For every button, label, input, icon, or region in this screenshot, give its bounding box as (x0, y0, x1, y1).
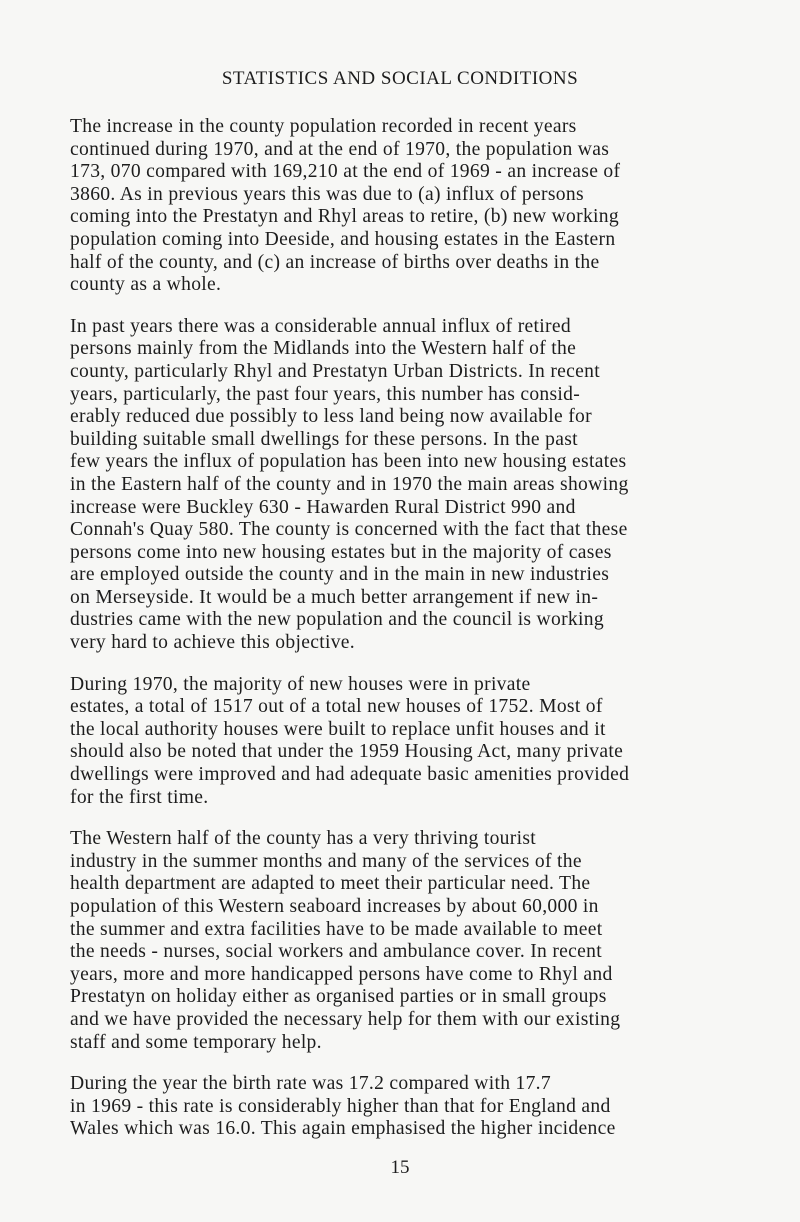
paragraph-tourist-industry (70, 828, 750, 1054)
text-line: population of this Western seaboard increases by about 60,000 in (70, 896, 599, 917)
paragraph-population-increase (70, 116, 750, 297)
text-line: staff and some temporary help. (70, 1031, 322, 1053)
text-line: increase were Buckley 630 - Hawarden Rural District 990 and (70, 496, 576, 518)
text-line: and we have provided the necessary help for them with our existing (70, 1008, 621, 1030)
text-line: the summer and extra facilities have to be made available to meet (70, 918, 603, 940)
text-line: health department are adapted to meet their particular need. The (70, 873, 591, 895)
paragraph-influx-retired (70, 316, 750, 655)
text-line: very hard to achieve this objective. (70, 632, 356, 654)
text-line: continued during 1970, and at the end of 1970, the population was (70, 138, 610, 160)
text-line: county, particularly Rhyl and Prestatyn Urban Districts. In recent (70, 360, 601, 382)
paragraph-new-houses (70, 674, 750, 810)
text-line: few years the influx of population has been into new housing estates (70, 451, 627, 473)
text-line: in 1969 - this rate is considerably higher than that for England and (70, 1095, 611, 1117)
text-line: coming into the Prestatyn and Rhyl areas to retire, (b) new working (70, 206, 619, 228)
text-line: The Western half of the county has a very thriving tourist (70, 828, 536, 850)
text-line: dustries came with the new population and the council is working (70, 609, 604, 631)
text-line: estates, a total of 1517 out of a total new houses of 1752. Most of (70, 696, 603, 718)
text-line: During the year the birth rate was 17.2 compared with 17.7 (70, 1073, 551, 1095)
text-line: the local authority houses were built to replace unfit houses and it (70, 718, 606, 740)
page-heading: STATISTICS AND SOCIAL CONDITIONS (221, 68, 579, 89)
body-text (70, 116, 750, 1160)
text-line: should also be noted that under the 1959 Housing Act, many private (70, 741, 624, 763)
text-line: are employed outside the county and in the main in new industries (70, 564, 610, 586)
paragraph-birth-rate (70, 1073, 750, 1141)
text-line: half of the county, and (c) an increase of births over deaths in the (70, 251, 600, 273)
text-line: persons come into new housing estates but in the majority of cases (70, 541, 612, 563)
text-line: industry in the summer months and many of the services of the (70, 850, 582, 872)
text-line: Prestatyn on holiday either as organised parties or in small groups (70, 986, 607, 1008)
text-line: The increase in the county population recorded in recent years (70, 116, 577, 137)
text-line: years, more and more handicapped persons have come to Rhyl and (70, 963, 613, 985)
text-line: dwellings were improved and had adequate basic amenities provided (70, 764, 630, 786)
text-line: 3860. As in previous years this was due to (a) influx of persons (70, 183, 584, 205)
text-line: Wales which was 16.0. This again emphasised the higher incidence (70, 1118, 616, 1140)
text-line: building suitable small dwellings for these persons. In the past (70, 428, 578, 450)
text-line: the needs - nurses, social workers and ambulance cover. In recent (70, 941, 602, 963)
text-line: in the Eastern half of the county and in 1970 the main areas showing (70, 473, 629, 495)
text-line: Connah's Quay 580. The county is concerned with the fact that these (70, 519, 628, 541)
text-line: on Merseyside. It would be a much better arrangement if new in- (70, 586, 599, 608)
text-line: years, particularly, the past four years, this number has consid- (70, 383, 581, 405)
page-number: 15 (390, 1157, 410, 1178)
text-line: for the first time. (70, 786, 209, 808)
text-line: persons mainly from the Midlands into the Western half of the (70, 338, 577, 360)
text-line: In past years there was a considerable annual influx of retired (70, 315, 571, 337)
text-line: erably reduced due possibly to less land being now available for (70, 406, 592, 428)
text-line: county as a whole. (70, 274, 222, 296)
text-line: During 1970, the majority of new houses were in private (70, 673, 531, 695)
text-line: 173, 070 compared with 169,210 at the end of 1969 - an increase of (70, 161, 621, 183)
text-line: population coming into Deeside, and housing estates in the Eastern (70, 228, 616, 250)
